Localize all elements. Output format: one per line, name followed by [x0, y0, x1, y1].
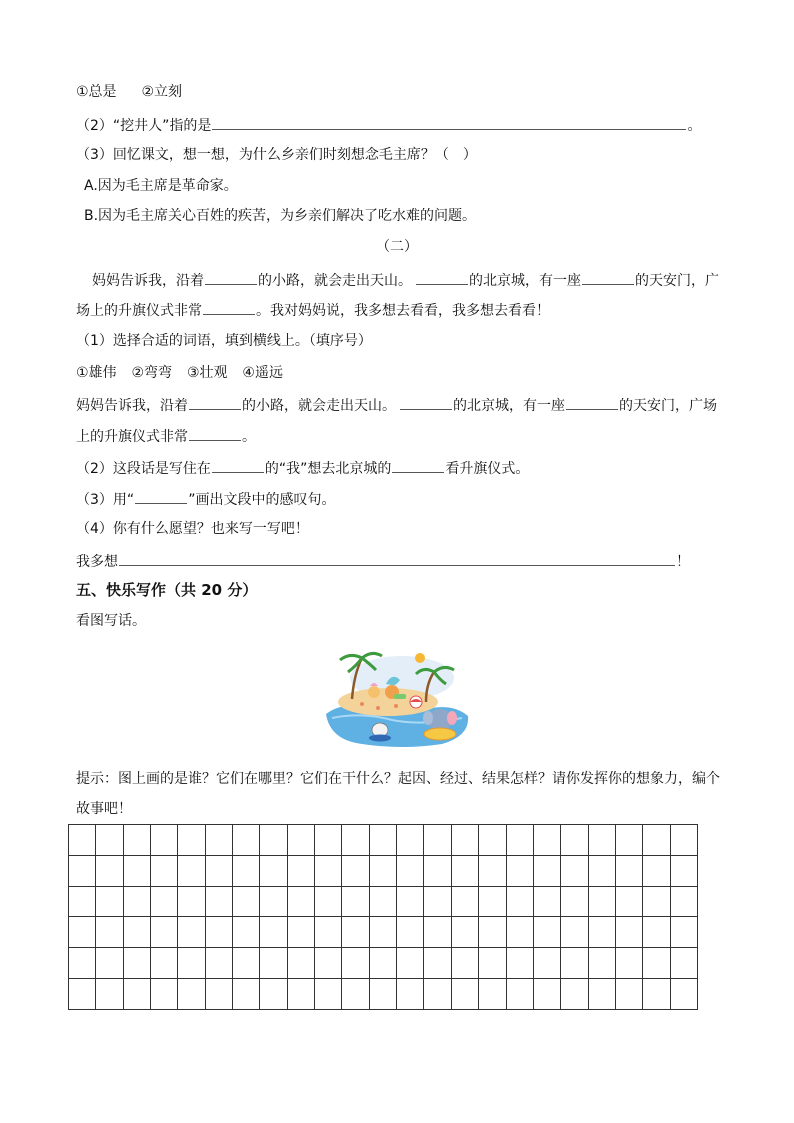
- grid-cell[interactable]: [315, 978, 342, 1009]
- grid-cell[interactable]: [151, 825, 178, 856]
- grid-cell[interactable]: [424, 917, 451, 948]
- grid-cell[interactable]: [260, 948, 287, 979]
- grid-cell[interactable]: [151, 978, 178, 1009]
- answer-blank[interactable]: [212, 115, 686, 130]
- word-option: ④遥远: [242, 365, 283, 381]
- wish-answer-blank[interactable]: [119, 551, 675, 566]
- grid-cell[interactable]: [397, 825, 424, 856]
- grid-cell[interactable]: [588, 855, 615, 886]
- grid-cell[interactable]: [69, 855, 96, 886]
- grid-cell[interactable]: [643, 855, 670, 886]
- grid-cell[interactable]: [588, 917, 615, 948]
- grid-cell[interactable]: [69, 886, 96, 917]
- grid-cell[interactable]: [451, 825, 478, 856]
- grid-cell[interactable]: [533, 855, 560, 886]
- underline-sample: [135, 489, 187, 504]
- question-text: 你有什么愿望？也来写一写吧！: [112, 521, 309, 537]
- grid-cell[interactable]: [615, 978, 642, 1009]
- grid-cell[interactable]: [96, 825, 123, 856]
- grid-cell[interactable]: [315, 855, 342, 886]
- grid-cell[interactable]: [424, 948, 451, 979]
- grid-cell[interactable]: [397, 917, 424, 948]
- grid-cell[interactable]: [315, 886, 342, 917]
- grid-cell[interactable]: [178, 886, 205, 917]
- question-label: （4）: [76, 521, 113, 537]
- passage-text: 的北京城，有一座: [453, 398, 565, 414]
- grid-cell[interactable]: [123, 886, 150, 917]
- grid-cell[interactable]: [287, 886, 314, 917]
- grid-cell[interactable]: [369, 886, 396, 917]
- grid-cell[interactable]: [205, 855, 232, 886]
- sub-question-4: [76, 520, 309, 538]
- grid-cell[interactable]: [315, 948, 342, 979]
- grid-cell[interactable]: [506, 948, 533, 979]
- grid-cell[interactable]: [151, 948, 178, 979]
- options-line: [76, 83, 182, 101]
- end-punct: 。: [687, 118, 702, 134]
- question-text: ”画出文段中的感叹句。: [188, 492, 336, 508]
- grid-cell[interactable]: [260, 855, 287, 886]
- grid-cell[interactable]: [96, 917, 123, 948]
- section-title: （二）: [376, 239, 418, 255]
- passage-line-2: [76, 300, 550, 320]
- grid-cell[interactable]: [533, 825, 560, 856]
- grid-cell[interactable]: [342, 948, 369, 979]
- grid-cell[interactable]: [506, 825, 533, 856]
- grid-cell[interactable]: [233, 978, 260, 1009]
- grid-cell[interactable]: [397, 948, 424, 979]
- grid-row: [69, 917, 698, 948]
- question-label: （3）: [76, 147, 113, 163]
- grid-cell[interactable]: [178, 917, 205, 948]
- passage-text: 。: [242, 429, 256, 445]
- wish-prefix: 我多想: [76, 554, 118, 570]
- question-text: 用“: [112, 492, 135, 508]
- question-text: 的“我”想去北京城的: [264, 461, 392, 477]
- grid-cell[interactable]: [369, 978, 396, 1009]
- grid-cell[interactable]: [451, 917, 478, 948]
- passage-blank: [205, 270, 257, 285]
- passage-text: 妈妈告诉我，沿着: [76, 398, 188, 414]
- passage-line-1: [92, 270, 719, 290]
- grid-cell[interactable]: [397, 886, 424, 917]
- grid-cell[interactable]: [287, 917, 314, 948]
- question-2: [76, 115, 701, 135]
- passage-text: 的北京城，有一座: [469, 273, 581, 289]
- grid-cell[interactable]: [670, 855, 697, 886]
- grid-cell[interactable]: [670, 948, 697, 979]
- grid-cell[interactable]: [615, 886, 642, 917]
- grid-cell[interactable]: [260, 886, 287, 917]
- grid-row: [69, 886, 698, 917]
- question-text: 回忆课文，想一想，为什么乡亲们时刻想念毛主席？（ ）: [112, 147, 477, 163]
- passage-text: 的小路，就会走出天山。: [242, 398, 396, 414]
- grid-cell[interactable]: [123, 948, 150, 979]
- hint-line-2: 故事吧！: [76, 801, 132, 817]
- grid-cell[interactable]: [260, 978, 287, 1009]
- grid-cell[interactable]: [342, 917, 369, 948]
- grid-cell[interactable]: [369, 825, 396, 856]
- grid-cell[interactable]: [561, 917, 588, 948]
- grid-cell[interactable]: [342, 825, 369, 856]
- grid-cell[interactable]: [342, 886, 369, 917]
- grid-cell[interactable]: [151, 917, 178, 948]
- passage-text: 上的升旗仪式非常: [76, 429, 188, 445]
- sub-question-2: [76, 458, 529, 478]
- grid-cell[interactable]: [424, 825, 451, 856]
- grid-cell[interactable]: [342, 855, 369, 886]
- grid-cell[interactable]: [233, 855, 260, 886]
- passage-text: 的天安门，广: [635, 273, 719, 289]
- grid-cell[interactable]: [588, 978, 615, 1009]
- option-1: ①总是: [76, 84, 117, 100]
- grid-cell[interactable]: [287, 855, 314, 886]
- grid-cell[interactable]: [233, 886, 260, 917]
- question-label: （2）: [76, 461, 113, 477]
- grid-cell[interactable]: [397, 855, 424, 886]
- grid-cell[interactable]: [369, 855, 396, 886]
- option-2: ②立刻: [141, 84, 183, 100]
- grid-cell[interactable]: [424, 978, 451, 1009]
- grid-cell[interactable]: [670, 978, 697, 1009]
- grid-cell[interactable]: [643, 917, 670, 948]
- choice-b[interactable]: B.因为毛主席关心百姓的疾苦，为乡亲们解决了吃水难的问题。: [84, 208, 477, 224]
- grid-cell[interactable]: [96, 886, 123, 917]
- sub-question-3: [76, 489, 335, 509]
- grid-cell[interactable]: [451, 978, 478, 1009]
- grid-cell[interactable]: [479, 886, 506, 917]
- fill-blank-1[interactable]: [189, 395, 241, 410]
- grid-cell[interactable]: [643, 948, 670, 979]
- grid-cell[interactable]: [69, 978, 96, 1009]
- question-text: 这段话是写住在: [112, 461, 211, 477]
- grid-row: [69, 948, 698, 979]
- grid-cell[interactable]: [96, 855, 123, 886]
- grid-cell[interactable]: [315, 917, 342, 948]
- grid-cell[interactable]: [233, 825, 260, 856]
- question-text: 看升旗仪式。: [445, 461, 530, 477]
- grid-cell[interactable]: [561, 855, 588, 886]
- grid-row: [69, 855, 698, 886]
- passage-text: 的小路，就会走出天山。: [258, 273, 412, 289]
- grid-cell[interactable]: [205, 948, 232, 979]
- grid-cell[interactable]: [561, 948, 588, 979]
- question-label: （1）: [76, 333, 113, 349]
- grid-cell[interactable]: [369, 948, 396, 979]
- fill-blank-4[interactable]: [189, 426, 241, 441]
- grid-cell[interactable]: [260, 917, 287, 948]
- grid-cell[interactable]: [96, 978, 123, 1009]
- grid-cell[interactable]: [151, 855, 178, 886]
- grid-cell[interactable]: [451, 886, 478, 917]
- grid-cell[interactable]: [561, 825, 588, 856]
- grid-cell[interactable]: [588, 825, 615, 856]
- grid-cell[interactable]: [615, 948, 642, 979]
- word-options: [76, 364, 283, 382]
- grid-cell[interactable]: [151, 886, 178, 917]
- grid-cell[interactable]: [287, 825, 314, 856]
- passage-text: 的天安门，广场: [619, 398, 717, 414]
- grid-cell[interactable]: [69, 825, 96, 856]
- grid-cell[interactable]: [287, 948, 314, 979]
- grid-cell[interactable]: [479, 948, 506, 979]
- passage-blank: [582, 270, 634, 285]
- grid-cell[interactable]: [260, 825, 287, 856]
- hint-line-1: 提示：图上画的是谁？它们在哪里？它们在干什么？起因、经过、结果怎样？请你发挥你的想象力，编个: [76, 771, 720, 787]
- choice-a[interactable]: A.因为毛主席是革命家。: [84, 178, 238, 194]
- beach-illustration-icon: [322, 644, 472, 750]
- grid-cell[interactable]: [397, 978, 424, 1009]
- grid-cell[interactable]: [506, 886, 533, 917]
- grid-cell[interactable]: [123, 978, 150, 1009]
- grid-cell[interactable]: [506, 855, 533, 886]
- grid-cell[interactable]: [233, 917, 260, 948]
- question-text: “挖井人”指的是: [112, 118, 212, 134]
- grid-cell[interactable]: [369, 917, 396, 948]
- grid-cell[interactable]: [533, 886, 560, 917]
- grid-cell[interactable]: [96, 948, 123, 979]
- question-label: （3）: [76, 492, 113, 508]
- word-option: ①雄伟: [76, 365, 117, 381]
- word-option: ②弯弯: [131, 365, 173, 381]
- word-option: ③壮观: [186, 365, 228, 381]
- grid-cell[interactable]: [233, 948, 260, 979]
- grid-cell[interactable]: [561, 978, 588, 1009]
- question-3: [76, 146, 477, 164]
- passage-text: 场上的升旗仪式非常: [76, 303, 202, 319]
- fill-passage-line-2: [76, 426, 256, 446]
- section-heading: 五、快乐写作（共 20 分）: [76, 581, 258, 599]
- grid-cell[interactable]: [342, 978, 369, 1009]
- passage-text: 。我对妈妈说，我多想去看看，我多想去看看！: [256, 303, 550, 319]
- grid-cell[interactable]: [643, 978, 670, 1009]
- fill-blank-3[interactable]: [566, 395, 618, 410]
- grid-cell[interactable]: [670, 825, 697, 856]
- grid-cell[interactable]: [533, 948, 560, 979]
- grid-cell[interactable]: [178, 825, 205, 856]
- grid-cell[interactable]: [69, 948, 96, 979]
- grid-cell[interactable]: [205, 917, 232, 948]
- grid-cell[interactable]: [479, 855, 506, 886]
- grid-cell[interactable]: [643, 886, 670, 917]
- grid-cell[interactable]: [561, 886, 588, 917]
- grid-cell[interactable]: [205, 886, 232, 917]
- grid-cell[interactable]: [533, 917, 560, 948]
- grid-cell[interactable]: [315, 825, 342, 856]
- grid-cell[interactable]: [451, 948, 478, 979]
- grid-row: [69, 825, 698, 856]
- grid-cell[interactable]: [506, 917, 533, 948]
- grid-cell[interactable]: [588, 886, 615, 917]
- grid-cell[interactable]: [479, 825, 506, 856]
- grid-cell[interactable]: [205, 825, 232, 856]
- grid-cell[interactable]: [205, 978, 232, 1009]
- sub-question-1: [76, 332, 372, 350]
- grid-cell[interactable]: [670, 886, 697, 917]
- grid-cell[interactable]: [479, 978, 506, 1009]
- grid-cell[interactable]: [670, 917, 697, 948]
- grid-cell[interactable]: [615, 825, 642, 856]
- grid-cell[interactable]: [123, 855, 150, 886]
- grid-cell[interactable]: [615, 917, 642, 948]
- grid-cell[interactable]: [69, 917, 96, 948]
- writing-instruction: 看图写话。: [76, 613, 146, 629]
- grid-cell[interactable]: [178, 978, 205, 1009]
- grid-cell[interactable]: [424, 886, 451, 917]
- question-label: （2）: [76, 118, 113, 134]
- fill-blank-2[interactable]: [400, 395, 452, 410]
- grid-cell[interactable]: [178, 855, 205, 886]
- grid-cell[interactable]: [451, 855, 478, 886]
- grid-cell[interactable]: [123, 917, 150, 948]
- grid-cell[interactable]: [506, 978, 533, 1009]
- grid-cell[interactable]: [287, 978, 314, 1009]
- grid-cell[interactable]: [588, 948, 615, 979]
- passage-blank: [416, 270, 468, 285]
- grid-cell[interactable]: [123, 825, 150, 856]
- end-punct: ！: [676, 554, 690, 570]
- grid-cell[interactable]: [643, 825, 670, 856]
- answer-blank[interactable]: [392, 458, 444, 473]
- grid-cell[interactable]: [615, 855, 642, 886]
- answer-blank[interactable]: [212, 458, 264, 473]
- grid-cell[interactable]: [533, 978, 560, 1009]
- passage-text: 妈妈告诉我，沿着: [92, 273, 204, 289]
- grid-row: [69, 978, 698, 1009]
- writing-grid[interactable]: [68, 824, 698, 1010]
- grid-cell[interactable]: [479, 917, 506, 948]
- fill-passage-line-1: [76, 395, 717, 415]
- wish-line: [76, 551, 690, 571]
- grid-cell[interactable]: [424, 855, 451, 886]
- question-text: 选择合适的词语，填到横线上。（填序号）: [112, 333, 372, 349]
- passage-blank: [203, 300, 255, 315]
- grid-cell[interactable]: [178, 948, 205, 979]
